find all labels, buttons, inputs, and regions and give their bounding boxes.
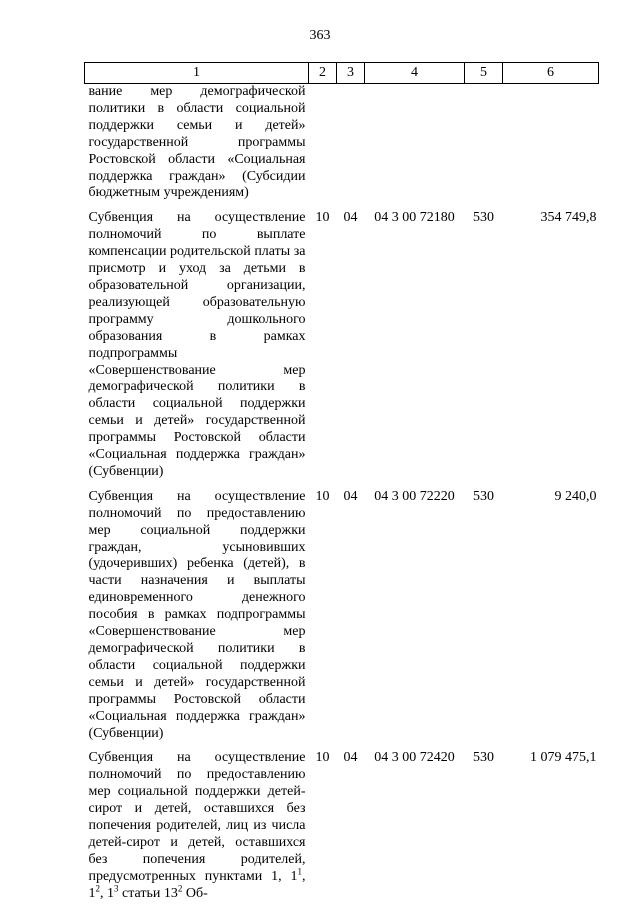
expense-type-code: 530 — [473, 750, 494, 766]
table-header-row — [85, 63, 599, 84]
column-header-5: 5 — [465, 63, 503, 84]
subsection-code: 04 — [343, 488, 358, 504]
row-description: Субвенция на осуществление полномочий по предоставлению мер социальной поддержки детей-сирот и детей, оставшихся без попечения родителей, лиц из числа детей-сирот и детей, оставшихся без попечения родителей, предусмотренных пунктами 1, $1^1$, $1^2$, $1^3$ статьи $13^2$ Об- — [88, 750, 306, 901]
section-code: 10 — [315, 210, 330, 226]
budget-table — [84, 62, 599, 903]
target-article-code: 04 3 00 72420 — [374, 750, 455, 766]
expense-type-code: 530 — [473, 210, 494, 226]
amount: 1 079 475,1 — [530, 750, 597, 766]
table-row — [85, 489, 599, 743]
table-row — [85, 84, 599, 203]
amount: 9 240,0 — [554, 488, 597, 504]
row-description: вание мер демографической политики в области социальной поддержки семьи и детей» государственной программы Ростовской области «Социальная поддержка граждан» (Субсидии бюджетным учреждениям) — [88, 84, 306, 201]
section-code: 10 — [315, 750, 330, 766]
column-header-4: 4 — [365, 63, 465, 84]
column-header-6: 6 — [503, 63, 599, 84]
column-header-3: 3 — [337, 63, 365, 84]
page-number: 363 — [309, 28, 331, 43]
expense-type-code: 530 — [473, 488, 494, 504]
subsection-code: 04 — [343, 210, 358, 226]
column-header-1: 1 — [85, 63, 309, 84]
section-code: 10 — [315, 488, 330, 504]
row-description: Субвенция на осуществление полномочий по выплате компенсации родительской платы за присмотр и уход за детьми в образовательной организации, реализующей образовательную программу дошкольного образования в рамках подпрограммы «Совершенствование мер демографической политики в области социальной поддержки семьи и детей» государственной программы Ростовской области «Социальная поддержка граждан» (Субвенции) — [88, 210, 306, 479]
amount: 354 749,8 — [540, 210, 597, 226]
target-article-code: 04 3 00 72180 — [374, 210, 455, 226]
table-row — [85, 210, 599, 481]
target-article-code: 04 3 00 72220 — [374, 488, 455, 504]
column-header-2: 2 — [309, 63, 337, 84]
subsection-code: 04 — [343, 750, 358, 766]
row-description: Субвенция на осуществление полномочий по предоставлению мер социальной поддержки граждан, усыновивших (удочеривших) ребенка (детей), в части назначения и выплаты единовременного денежного пособия в рамках подпрограммы «Совершенствование мер демографической политики в области социальной поддержки семьи и детей» государственной программы Ростовской области «Социальная поддержка граждан» (Субвенции) — [88, 488, 306, 741]
table-row — [85, 750, 599, 902]
